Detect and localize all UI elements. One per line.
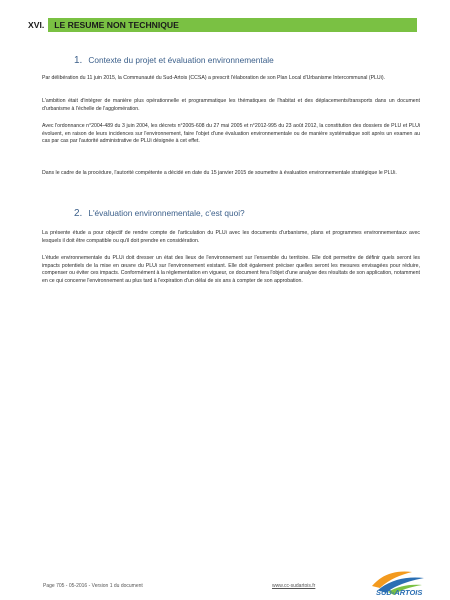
paragraph: L'étude environnementale du PLUi doit dresser un état des lieux de l'environnement sur l'ensemble du territoire. Elle doit permettre de définir quels seront les impacts potentiels de la mise en œuvre du PLUi sur l'environnement existant. Elle doit également préciser quelles seront les mesures envisagées pour réduire, compenser ou éviter ces impacts. Conformément à la réglementation en vigueur, ce document fera l'objet d'une analyse des résultats de son application, notamment en ce qui concerne l'environnement au plus tard à l'expiration d'un délai de six ans à compter de son approbation. [42, 255, 420, 284]
logo-text: SUD-ARTOIS [376, 588, 423, 597]
section-title-text: L'évaluation environnementale, c'est quoi? [88, 208, 245, 218]
paragraph: Dans le cadre de la procédure, l'autorité compétente a décidé en date du 15 janvier 2015 de soumettre à évaluation environnementale stratégique le PLUi. [42, 170, 397, 176]
section-title-1 [74, 55, 274, 66]
paragraph: La présente étude a pour objectif de rendre compte de l'articulation du PLUi avec les documents d'urbanisme, plans et programmes environnementaux avec lesquels il doit être compatible ou qu'il doit prendre en considération. [42, 230, 420, 244]
section-header-bar [26, 18, 417, 32]
paragraph: L'ambition était d'intégrer de manière plus opérationnelle et programmatique les thématiques de l'habitat et des déplacements/transports dans un document d'urbanisme à l'échelle de l'agglomération. [42, 98, 420, 112]
paragraph: Par délibération du 11 juin 2015, la Communauté du Sud-Artois (CCSA) a prescrit l'élaboration de son Plan Local d'Urbanisme Intercommunal (PLUi). [42, 75, 385, 81]
section-number: 2. [74, 208, 83, 219]
section-number: 1. [74, 55, 83, 66]
section-header-title: LE RESUME NON TECHNIQUE [54, 20, 179, 30]
section-title-2 [74, 208, 245, 219]
footer-page-info: Page 705 - 05-2016 - Version 1 du document [43, 583, 143, 589]
section-title-text: Contexte du projet et évaluation environnementale [88, 55, 274, 65]
footer-website-link[interactable]: www.cc-sudartois.fr [272, 583, 316, 589]
paragraph: Avec l'ordonnance n°2004-489 du 3 juin 2004, les décrets n°2005-608 du 27 mai 2005 et n°2012-995 du 23 août 2012, la constitution des dossiers de PLU et PLUi évoluent, en raison de leurs incidences sur l'environnement, faire l'objet d'une évaluation environnementale ou de manière systématique soit après un examen au cas par cas par l'autorité administrative de PLUi désignée à cet effet. [42, 123, 420, 145]
section-header-number: XVI. [26, 18, 48, 32]
